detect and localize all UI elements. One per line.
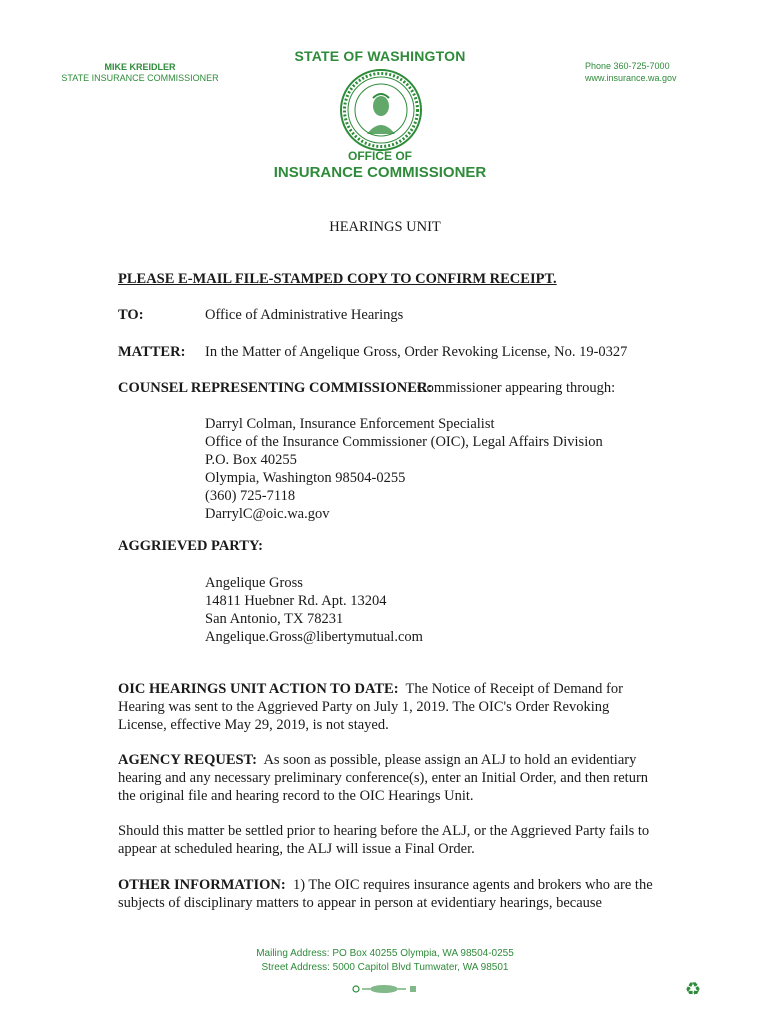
website: www.insurance.wa.gov bbox=[585, 73, 677, 83]
action-label: OIC HEARINGS UNIT ACTION TO DATE: bbox=[118, 681, 399, 697]
counsel-line: P.O. Box 40255 bbox=[205, 452, 297, 468]
footer-address bbox=[0, 947, 770, 975]
phone-number: Phone 360-725-7000 bbox=[585, 61, 670, 71]
aggrieved-contact bbox=[205, 574, 423, 646]
settled-paragraph: Should this matter be settled prior to hearing before the ALJ, or the Aggrieved Party fails to appear at scheduled hearing, the ALJ will issue a Final Order. bbox=[118, 823, 650, 857]
to-value: Office of Administrative Hearings bbox=[205, 307, 404, 323]
unit-heading: HEARINGS UNIT bbox=[329, 219, 441, 235]
agency-text: As soon as possible, please assign an ALJ to hold an evidentiary hearing and any necessary preliminary conference(s), enter an Initial Order, and then return the original file and hearing record to the OIC Hearings Unit. bbox=[118, 752, 649, 804]
agency-paragraph bbox=[118, 751, 658, 805]
recycle-icon: ♻ bbox=[684, 979, 702, 999]
counsel-email: DarrylC@oic.wa.gov bbox=[205, 506, 330, 522]
aggrieved-label: AGGRIEVED PARTY: bbox=[118, 538, 263, 554]
counsel-contact bbox=[205, 415, 603, 523]
commissioner-name: MIKE KREIDLER bbox=[104, 62, 176, 72]
counsel-line: Office of the Insurance Commissioner (OIC), Legal Affairs Division bbox=[205, 434, 603, 450]
mailing-address: Mailing Address: PO Box 40255 Olympia, WA 98504-0255 bbox=[256, 948, 514, 959]
office-name: INSURANCE COMMISSIONER bbox=[273, 164, 487, 181]
counsel-label: COUNSEL REPRESENTING COMMISSIONER: bbox=[118, 380, 433, 396]
aggrieved-line: San Antonio, TX 78231 bbox=[205, 611, 344, 627]
commissioner-title: STATE INSURANCE COMMISSIONER bbox=[61, 73, 219, 83]
other-paragraph bbox=[118, 876, 658, 912]
other-text: 1) The OIC requires insurance agents and brokers who are the subjects of disciplinary matters to appear in person at evidentiary hearings, because bbox=[118, 877, 653, 911]
counsel-line: Darryl Colman, Insurance Enforcement Specialist bbox=[205, 416, 495, 432]
counsel-line: (360) 725-7118 bbox=[205, 488, 296, 504]
counsel-value: Commissioner appearing through: bbox=[417, 380, 616, 396]
counsel-line: Olympia, Washington 98504-0255 bbox=[205, 470, 406, 486]
action-text: The Notice of Receipt of Demand for Hearing was sent to the Aggrieved Party on July 1, 2019. The OIC's Order Revoking License, effective May 29, 2019, is not stayed. bbox=[118, 681, 623, 733]
matter-value: In the Matter of Angelique Gross, Order Revoking License, No. 19-0327 bbox=[205, 344, 628, 360]
matter-label: MATTER: bbox=[118, 344, 186, 360]
aggrieved-line: 14811 Huebner Rd. Apt. 13204 bbox=[205, 593, 387, 609]
instruction-line: PLEASE E-MAIL FILE-STAMPED COPY TO CONFIRM RECEIPT. bbox=[118, 271, 557, 287]
office-of-label: OFFICE OF bbox=[348, 149, 412, 163]
contact-block bbox=[585, 60, 677, 84]
agency-label: AGENCY REQUEST: bbox=[118, 752, 257, 768]
to-label: TO: bbox=[118, 307, 144, 323]
action-paragraph bbox=[118, 680, 658, 734]
street-address: Street Address: 5000 Capitol Blvd Tumwater, WA 98501 bbox=[261, 962, 509, 973]
other-label: OTHER INFORMATION: bbox=[118, 877, 286, 893]
commissioner-block bbox=[60, 62, 220, 84]
aggrieved-email: Angelique.Gross@libertymutual.com bbox=[205, 629, 423, 645]
union-print-mark-icon bbox=[348, 982, 428, 996]
aggrieved-line: Angelique Gross bbox=[205, 575, 303, 591]
state-title: STATE OF WASHINGTON bbox=[294, 48, 466, 64]
state-seal-icon bbox=[339, 68, 423, 152]
